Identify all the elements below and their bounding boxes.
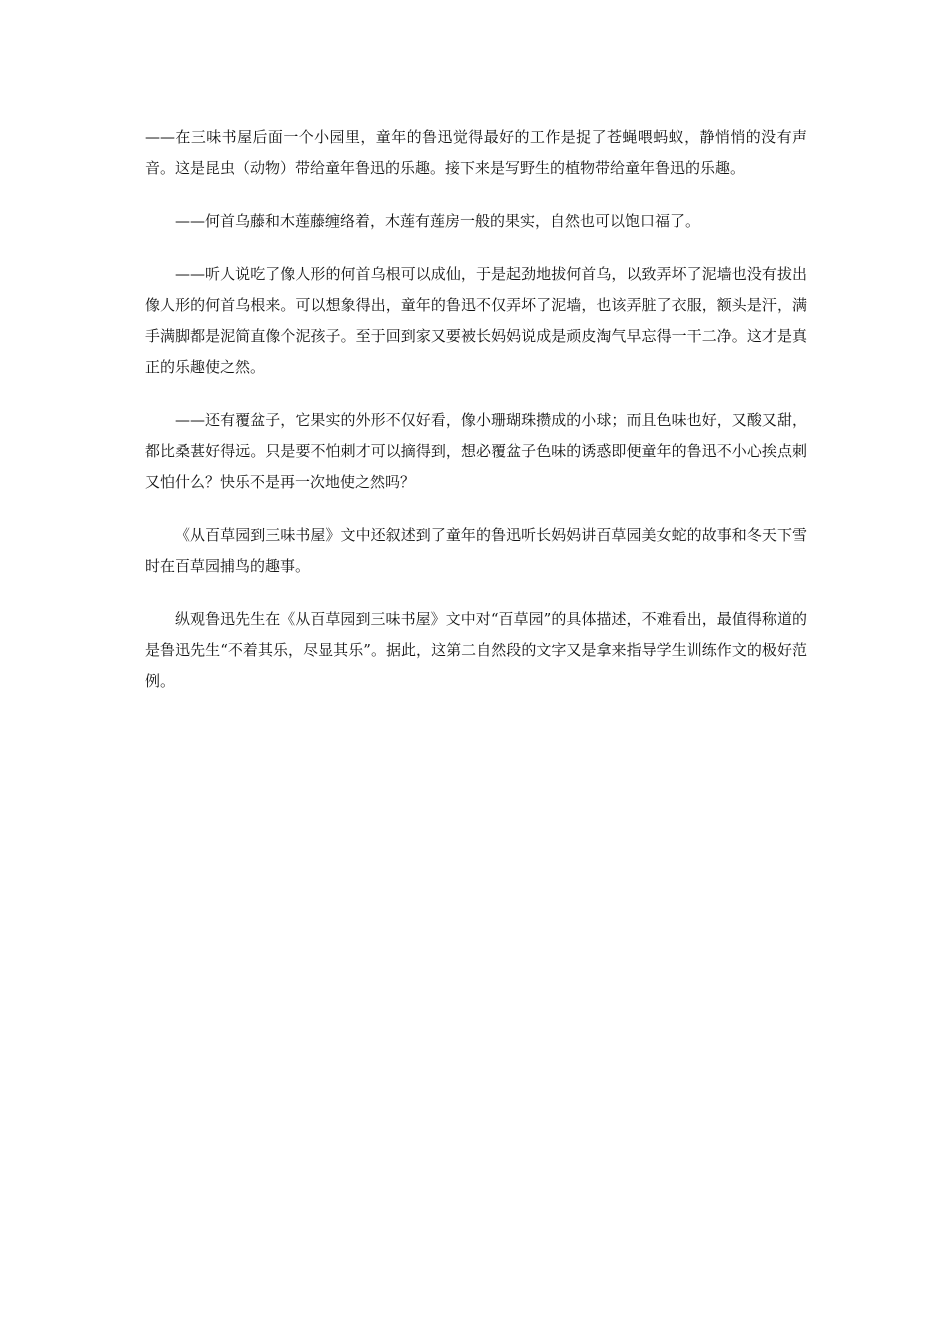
paragraph-3: ——听人说吃了像人形的何首乌根可以成仙，于是起劲地拔何首乌，以致弄坏了泥墙也没有拔出像人形的何首乌根来。可以想象得出，童年的鲁迅不仅弄坏了泥墙，也该弄脏了衣服，额头是汗，满手满脚都是泥简直像个泥孩子。至于回到家又要被长妈妈说成是顽皮淘气早忘得一干二净。这才是真正的乐趣使之然。 — [145, 265, 807, 376]
paragraph-4: ——还有覆盆子，它果实的外形不仅好看，像小珊瑚珠攒成的小球；而且色味也好，又酸又甜，都比桑葚好得远。只是要不怕刺才可以摘得到，想必覆盆子色味的诱惑即便童年的鲁迅不小心挨点刺又怕什么？快乐不是再一次地使之然吗？ — [145, 411, 807, 491]
paragraph-5: 《从百草园到三味书屋》文中还叙述到了童年的鲁迅听长妈妈讲百草园美女蛇的故事和冬天下雪时在百草园捕鸟的趣事。 — [145, 526, 807, 575]
paragraph-1: ——在三味书屋后面一个小园里，童年的鲁迅觉得最好的工作是捉了苍蝇喂蚂蚁，静悄悄的没有声音。这是昆虫（动物）带给童年鲁迅的乐趣。接下来是写野生的植物带给童年鲁迅的乐趣。 — [145, 128, 807, 177]
document-body — [145, 122, 807, 719]
paragraph-2: ——何首乌藤和木莲藤缠络着，木莲有莲房一般的果实，自然也可以饱口福了。 — [175, 212, 701, 230]
paragraph-6: 纵观鲁迅先生在《从百草园到三味书屋》文中对“百草园”的具体描述，不难看出，最值得称道的是鲁迅先生“不着其乐，尽显其乐”。据此，这第二自然段的文字又是拿来指导学生训练作文的极好范例。 — [145, 610, 807, 690]
